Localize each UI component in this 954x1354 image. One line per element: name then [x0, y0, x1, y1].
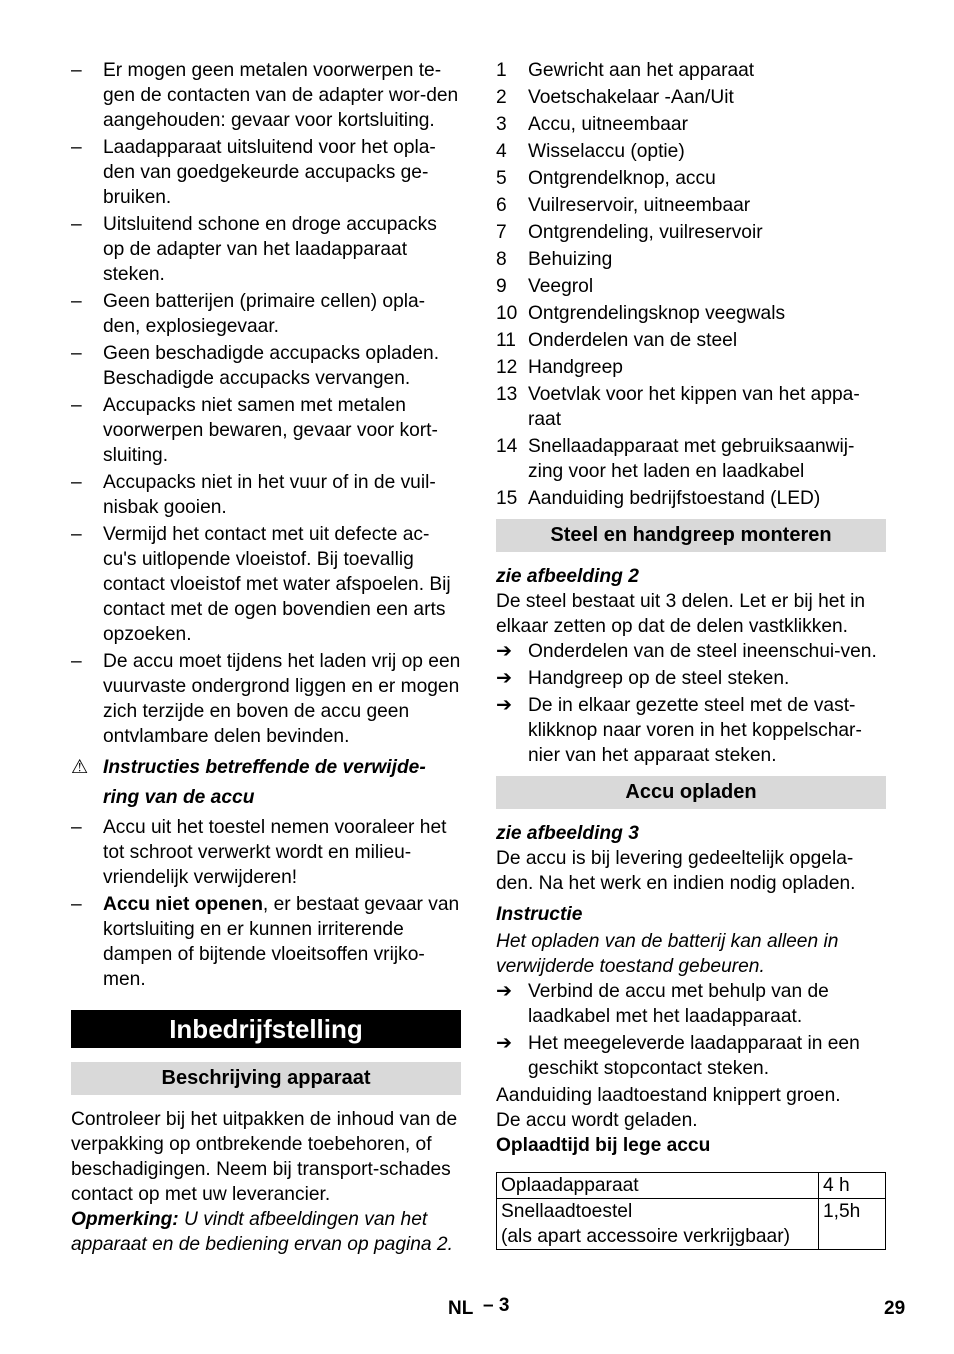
note: Opmerking: U vindt afbeeldingen van het apparaat en de bediening ervan op pagina 2.: [71, 1209, 453, 1255]
list-item: ➔ Onderdelen van de steel ineenschui-ven.: [496, 641, 877, 662]
list-item: – Laadapparaat uitsluitend voor het opla-den van goedgekeurde accupacks ge-bruiken.: [71, 137, 436, 208]
charge-steps: [496, 979, 886, 1081]
part-label: Wisselaccu (optie): [528, 141, 685, 162]
part-label: Ontgrendeling, vuilreservoir: [528, 222, 763, 243]
part-number: 3: [496, 114, 507, 135]
assembly-text: De steel bestaat uit 3 delen. Let er bij het in elkaar zetten op dat de delen vastklikken.: [496, 591, 866, 637]
charge-time-title: Oplaadtijd bij lege accu: [496, 1135, 711, 1156]
charge-figure-ref: zie afbeelding 3: [496, 823, 639, 844]
list-item: – Accupacks niet samen met metalen voorwerpen bewaren, gevaar voor kort-sluiting.: [71, 395, 438, 466]
parts-list-item: [496, 58, 886, 83]
table-row: [497, 1173, 886, 1199]
disposal-list: [71, 815, 461, 992]
arrow-right-icon: ➔: [496, 981, 513, 1002]
list-item: ➔ Het meegeleverde laadapparaat in een geschikt stopcontact steken.: [496, 1033, 860, 1079]
instruction-text: Het opladen van de batterij kan alleen in verwijderde toestand gebeuren.: [496, 931, 839, 977]
part-number: 12: [496, 357, 518, 378]
parts-list-item: [496, 301, 886, 326]
part-number: 9: [496, 276, 507, 297]
part-label: Snellaadapparaat met gebruiksaanwij-zing voor het laden en laadkabel: [528, 436, 855, 482]
part-label: Voetvlak voor het kippen van het appa-raat: [528, 384, 860, 430]
parts-list-item: [496, 247, 886, 272]
part-number: 7: [496, 222, 507, 243]
assembly-title: Steel en handgreep monteren: [496, 519, 886, 552]
list-item: ➔ Verbind de accu met behulp van de laadkabel met het laadapparaat.: [496, 981, 829, 1027]
part-label: Onderdelen van de steel: [528, 330, 738, 351]
table-cell-time: 4 h: [819, 1173, 886, 1199]
parts-list-item: [496, 382, 886, 432]
table-row: [497, 1199, 886, 1250]
table-cell-time: 1,5h: [819, 1199, 886, 1250]
right-column: [496, 58, 886, 1250]
list-item: – Vermijd het contact met uit defecte ac-cu's uitlopende vloeistof. Bij toevallig contact vloeistof met water afspoelen. Bij contact met de ogen bovendien een arts opzoeken.: [71, 524, 451, 645]
assembly-figure-ref: zie afbeelding 2: [496, 566, 639, 587]
list-item: – Accu uit het toestel nemen vooraleer het tot schroot verwerkt wordt en milieu-vriendelijk verwijderen!: [71, 817, 447, 888]
part-label: Ontgrendelknop, accu: [528, 168, 716, 189]
safety-list: [71, 58, 461, 749]
page-number: 29: [884, 1298, 906, 1319]
part-label: Voetschakelaar -Aan/Uit: [528, 87, 734, 108]
arrow-right-icon: ➔: [496, 1033, 513, 1054]
part-number: 6: [496, 195, 507, 216]
part-label: Handgreep: [528, 357, 623, 378]
list-item: ➔ De in elkaar gezette steel met de vast-klikknop naar voren in het koppelschar-nier van het apparaat steken.: [496, 695, 862, 766]
list-item: – Accupacks niet in het vuur of in de vuil-nisbak gooien.: [71, 472, 436, 518]
part-label: Behuizing: [528, 249, 613, 270]
parts-list-item: [496, 85, 886, 110]
parts-list-item: [496, 112, 886, 137]
part-label: Vuilreservoir, uitneembaar: [528, 195, 751, 216]
part-label: Aanduiding bedrijfstoestand (LED): [528, 488, 821, 509]
left-column: [71, 58, 461, 1257]
part-label: Accu, uitneembaar: [528, 114, 688, 135]
parts-list-item: [496, 355, 886, 380]
charge-title: Accu opladen: [496, 776, 886, 809]
arrow-right-icon: ➔: [496, 641, 513, 662]
list-item: – Uitsluitend schone en droge accupacks op de adapter van het laadapparaat steken.: [71, 214, 437, 285]
subsection-title: Beschrijving apparaat: [71, 1062, 461, 1095]
parts-list-item: [496, 434, 886, 484]
parts-list-item: [496, 166, 886, 191]
footer-section-page: – 3: [483, 1295, 510, 1316]
status-text-1: Aanduiding laadtoestand knippert groen.: [496, 1085, 841, 1106]
list-item: – Geen beschadigde accupacks opladen. Beschadigde accupacks vervangen.: [71, 343, 440, 389]
parts-list-item: [496, 328, 886, 353]
table-cell-device: Snellaadtoestel (als apart accessoire verkrijgbaar): [497, 1199, 819, 1250]
part-number: 5: [496, 168, 507, 189]
instruction-label: Instructie: [496, 904, 583, 925]
description-text: Controleer bij het uitpakken de inhoud van de verpakking op ontbrekende toebehoren, of beschadigingen. Neem bij transport-schades contact op met uw leverancier.: [71, 1109, 458, 1205]
parts-list-item: [496, 486, 886, 511]
section-title: Inbedrijfstelling: [71, 1010, 461, 1048]
status-text-2: De accu wordt geladen.: [496, 1110, 698, 1131]
parts-list-item: [496, 193, 886, 218]
part-number: 8: [496, 249, 507, 270]
charge-time-table: [496, 1172, 886, 1250]
disposal-warning-heading: ⚠ Instructies betreffende de verwijde-ring van de accu: [71, 753, 461, 813]
charge-text: De accu is bij levering gedeeltelijk opgela-den. Na het werk en indien nodig opladen.: [496, 848, 856, 894]
part-number: 11: [496, 330, 516, 351]
part-number: 10: [496, 303, 518, 324]
footer-language: NL: [448, 1298, 474, 1319]
list-item: – Er mogen geen metalen voorwerpen te-gen de contacten van de adapter wor-den aangehouden: gevaar voor kortsluiting.: [71, 60, 459, 131]
parts-list-item: [496, 220, 886, 245]
part-label: Veegrol: [528, 276, 594, 297]
part-number: 13: [496, 384, 518, 405]
parts-list: [496, 58, 886, 511]
list-item: – De accu moet tijdens het laden vrij op een vuurvaste ondergrond liggen en er mogen zich terzijde en boven de accu geen ontvlambare delen bevinden.: [71, 651, 461, 747]
part-number: 15: [496, 488, 518, 509]
part-number: 4: [496, 141, 507, 162]
warning-triangle-icon: ⚠: [71, 757, 89, 778]
arrow-right-icon: ➔: [496, 668, 513, 689]
list-item: – Accu niet openen, er bestaat gevaar van kortsluiting en er kunnen irriterende dampen of bijtende vloeitsoffen vrijko-men.: [71, 894, 460, 990]
part-label: Ontgrendelingsknop veegwals: [528, 303, 786, 324]
arrow-right-icon: ➔: [496, 695, 513, 716]
table-cell-device: Oplaadapparaat: [497, 1173, 819, 1199]
list-item: – Geen batterijen (primaire cellen) opla-den, explosiegevaar.: [71, 291, 426, 337]
part-number: 1: [496, 60, 507, 81]
part-number: 2: [496, 87, 507, 108]
part-label: Gewricht aan het apparaat: [528, 60, 755, 81]
parts-list-item: [496, 139, 886, 164]
parts-list-item: [496, 274, 886, 299]
assembly-steps: [496, 639, 886, 768]
part-number: 14: [496, 436, 518, 457]
list-item: ➔ Handgreep op de steel steken.: [496, 668, 790, 689]
